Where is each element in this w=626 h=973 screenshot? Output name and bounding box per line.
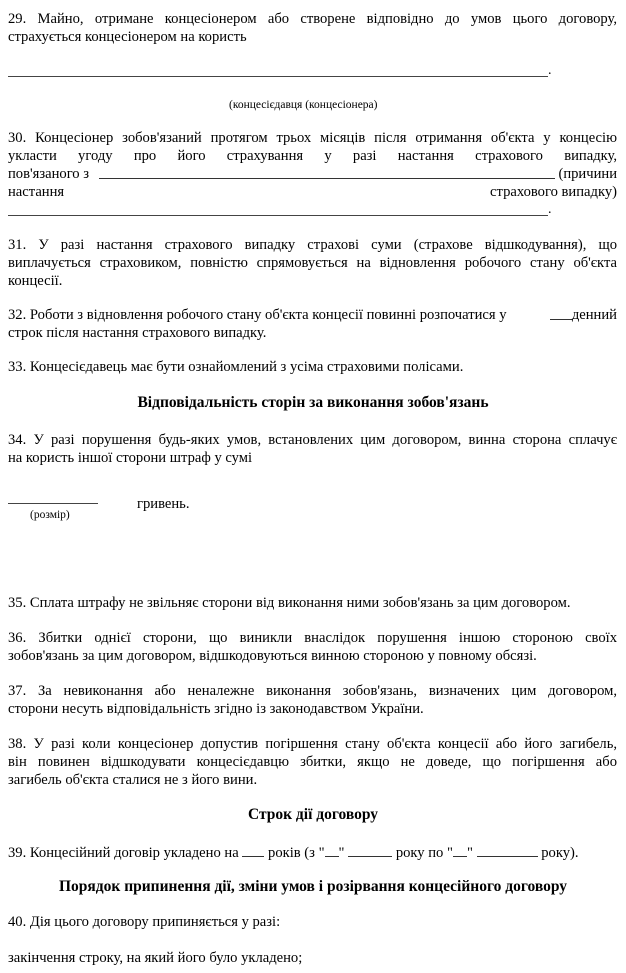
fill-start-day[interactable] — [325, 843, 339, 857]
paragraph-35 — [8, 594, 617, 612]
paragraph-33 — [8, 358, 617, 376]
p34-caption: (розмір) — [30, 509, 70, 521]
fill-years[interactable] — [242, 843, 264, 857]
p39-t2: років (з " — [268, 845, 325, 861]
p30-line3-suffix: (причини — [558, 166, 617, 182]
p39-t6: року). — [541, 845, 579, 861]
p32-line1-suffix: денний — [571, 307, 617, 323]
p34-line1: 34. У разі порушення будь-яких умов, встановлених цим договором, винна сторона сплачує — [8, 432, 617, 448]
p39-line1 — [8, 843, 617, 862]
fill-end-month[interactable] — [477, 843, 538, 857]
heading-responsibility: Відповідальність сторін за виконання зобов'язань — [137, 394, 489, 411]
p30-line4-right: страхового випадку) — [490, 184, 617, 200]
paragraph-40-item-1 — [8, 949, 617, 967]
heading-term: Строк дії договору — [247, 806, 379, 823]
p34-line2: на користь іншої сторони штраф у сумі — [8, 450, 253, 466]
p38-line1: 38. У разі коли концесіонер допустив погіршення стану об'єкта концесії або його загибель, — [8, 736, 617, 752]
p34-currency: гривень. — [137, 496, 190, 512]
fill-start-month[interactable] — [348, 843, 392, 857]
p31-line1: 31. У разі настання страхового випадку страхові суми (страхове відшкодування), що — [8, 237, 617, 253]
p37-line2: сторони несуть відповідальність згідно із законодавством України. — [8, 701, 424, 717]
p40-line1: 40. Дія цього договору припиняється у разі: — [8, 914, 281, 930]
paragraph-37 — [8, 682, 617, 718]
p39-t5: " — [466, 845, 473, 861]
fill-end-day[interactable] — [453, 843, 467, 857]
p36-line2: зобов'язань за цим договором, відшкодовуються винною стороною у повному обсязі. — [8, 648, 537, 664]
paragraph-39 — [8, 843, 617, 862]
paragraph-40 — [8, 913, 617, 931]
p31-line3: концесії. — [8, 273, 63, 289]
p39-t4: року по " — [395, 845, 453, 861]
p30-line1: 30. Концесіонер зобов'язаний протягом трьох місяців після отримання об'єкта у концесію — [8, 130, 617, 146]
paragraph-38 — [8, 735, 617, 789]
paragraph-32 — [8, 306, 617, 342]
fill-days[interactable] — [550, 306, 572, 320]
p29-line1: 29. Майно, отримане концесіонером або створене відповідно до умов цього договору, — [8, 11, 617, 27]
fill-line-insurance-cause-cont[interactable] — [8, 215, 548, 216]
paragraph-29 — [8, 10, 617, 46]
p30-line3-prefix: пов'язаного з — [8, 166, 90, 182]
p29-fill-end: . — [548, 63, 552, 78]
p29-line2: страхується концесіонером на користь — [8, 29, 247, 45]
p30-line2: укласти угоду про його страхування у разі настання страхового випадку, — [8, 148, 617, 164]
p30-fill-end: . — [548, 202, 552, 217]
p35-line1: 35. Сплата штрафу не звільняє сторони від виконання ними зобов'язань за цим договором. — [8, 595, 571, 611]
p31-line2: виплачується страховиком, повністю спрямовується на відновлення робочого стану об'єкта — [8, 255, 617, 271]
p37-line1: 37. За невиконання або неналежне виконання зобов'язань, визначених цим договором, — [8, 683, 617, 699]
p30-line3 — [8, 165, 617, 183]
p32-line1-prefix: 32. Роботи з відновлення робочого стану об'єкта концесії повинні розпочатися у — [8, 307, 507, 323]
p33-line1: 33. Концесієдавець має бути ознайомлений з усіма страховими полісами. — [8, 359, 464, 375]
p39-t1: 39. Концесійний договір укладено на — [8, 845, 239, 861]
paragraph-36 — [8, 629, 617, 665]
fill-fine-amount[interactable] — [8, 503, 98, 504]
p38-line2: він повинен відшкодувати концесієдавцю збитки, якщо не доведе, що погіршення або — [8, 754, 617, 770]
p40-item1: закінчення строку, на який його було укладено; — [8, 950, 303, 966]
p29-caption: (концесієдавця (концесіонера) — [229, 99, 378, 111]
p39-t3: " — [338, 845, 345, 861]
p30-line4 — [8, 183, 617, 201]
p30-line4-left: настання — [8, 184, 65, 200]
paragraph-30 — [8, 129, 617, 201]
heading-termination: Порядок припинення дії, зміни умов і розірвання концесійного договору — [58, 878, 568, 895]
p32-line2: строк після настання страхового випадку. — [8, 325, 267, 341]
p32-line1 — [8, 306, 617, 324]
paragraph-34 — [8, 431, 617, 467]
paragraph-31 — [8, 236, 617, 290]
p36-line1: 36. Збитки однієї сторони, що виникли внаслідок порушення іншою стороною своїх — [8, 630, 617, 646]
fill-line-insurance-cause[interactable] — [99, 165, 555, 179]
fill-line-beneficiary[interactable] — [8, 76, 548, 77]
p38-line3: загибель об'єкта сталися не з його вини. — [8, 772, 258, 788]
